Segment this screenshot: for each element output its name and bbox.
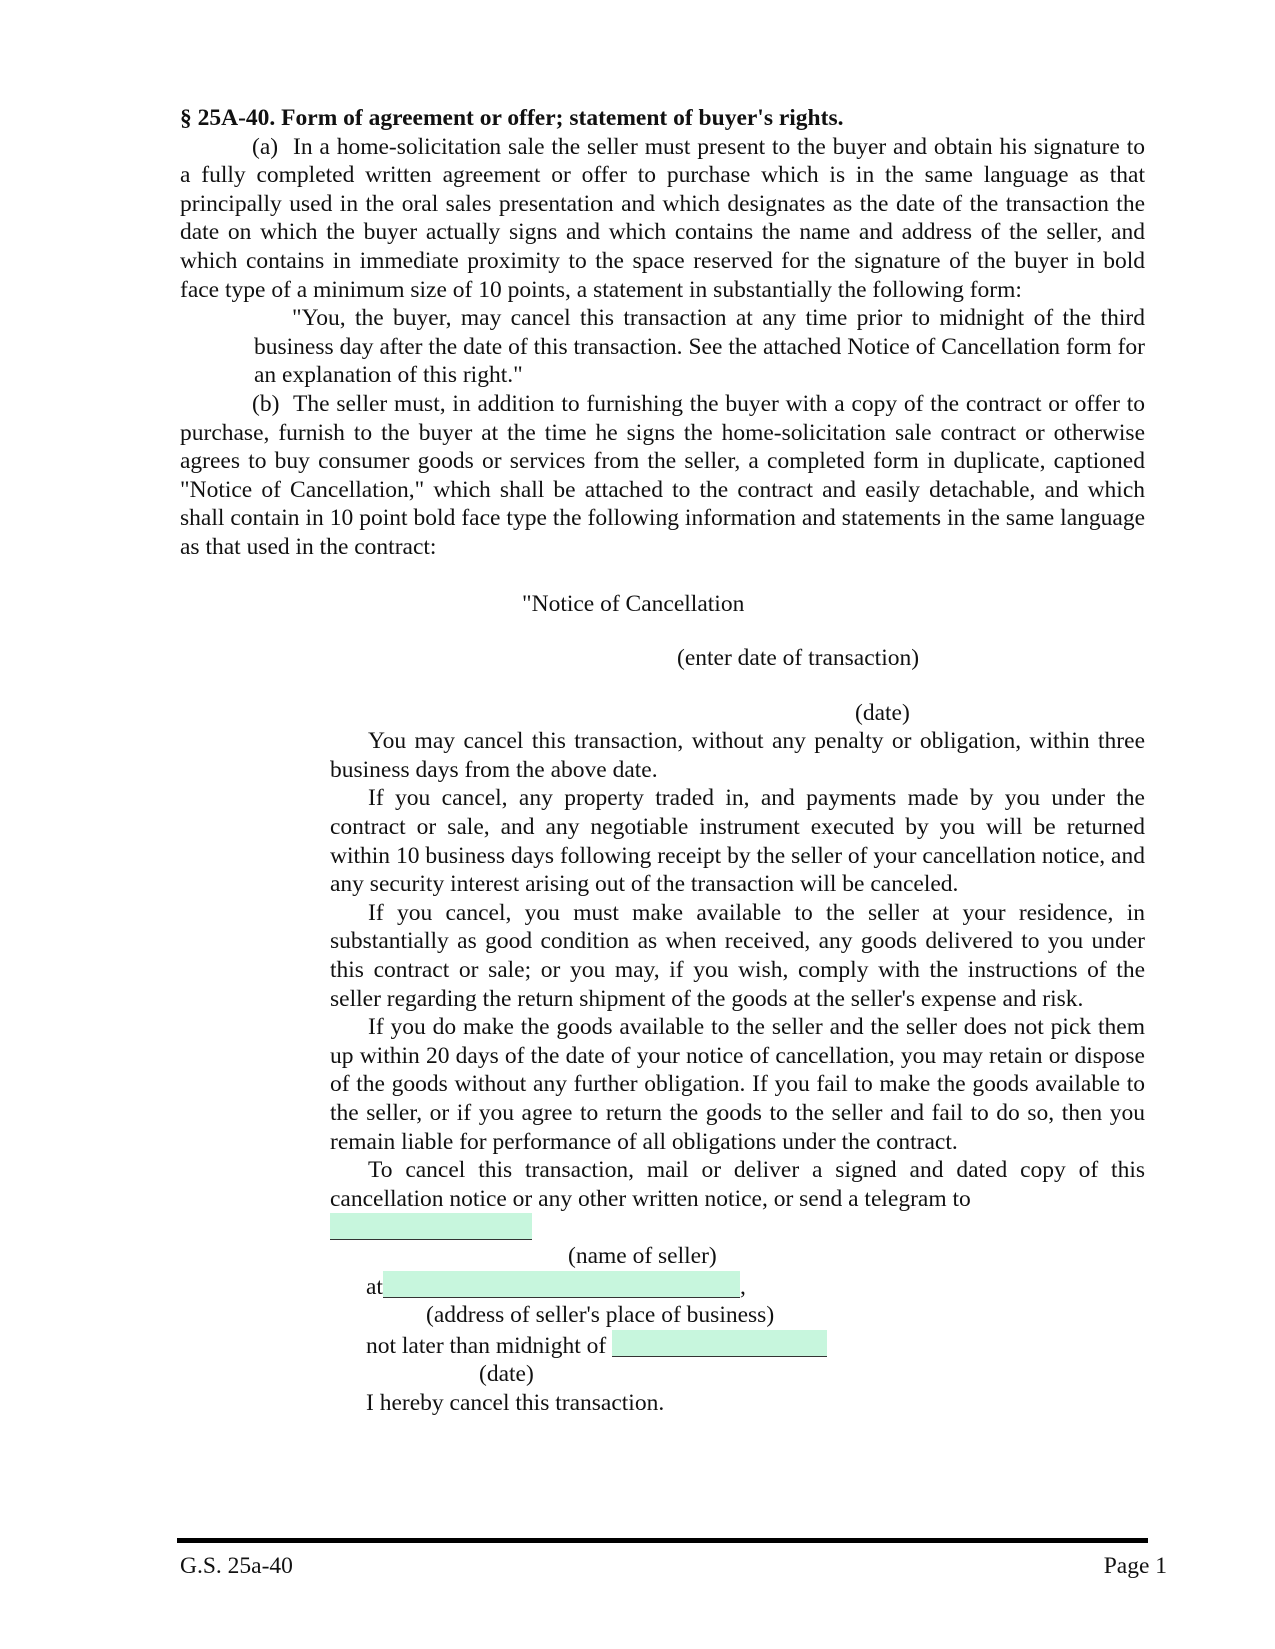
document-page — [180, 104, 1145, 1418]
name-of-seller-label: (name of seller) — [568, 1242, 717, 1269]
notice-paragraph-5: To cancel this transaction, mail or deliver a signed and dated copy of this cancellation notice or any other written notice, or send a telegram to — [330, 1157, 1145, 1212]
footer-divider — [177, 1538, 1148, 1543]
comma: , — [739, 1273, 746, 1300]
notice-paragraph-3: If you cancel, you must make available to the seller at your residence, in substantially as good condition as when received, any goods delivered to you under this contract or sale; or you may, if you wish, comply with the instructions of the seller regarding the return shipment of the goods at the seller's expense and risk. — [330, 899, 1145, 1012]
subsection-a-text: In a home-solicitation sale the seller must present to the buyer and obtain his signature to a fully completed written agreement or offer to purchase which is in the same language as that principally used in the oral sales presentation and which designates as the date of the transaction the date on which the buyer actually signs and which contains the name and address of the seller, and which contains in immediate proximity to the space reserved for the signature of the buyer in bold face type of a minimum size of 10 points, a statement in substantially the following form: — [180, 133, 1145, 303]
date-label: (date) — [855, 699, 910, 726]
subsection-a-label: (a) — [252, 133, 279, 160]
hereby-cancel: I hereby cancel this transaction. — [366, 1389, 665, 1416]
deadline-line — [366, 1330, 1145, 1361]
deadline-date-label: (date) — [479, 1361, 534, 1388]
notice-paragraph-4: If you do make the goods available to the seller and the seller does not pick them up within 20 days of the date of your notice of cancellation, you may retain or dispose of the goods without any further obligation. If you fail to make the goods available to the seller, or if you agree to return the goods to the seller and fail to do so, then you remain liable for performance of all obligations under the contract. — [330, 1014, 1145, 1155]
not-later-label: not later than midnight of — [366, 1332, 607, 1359]
seller-address-field[interactable] — [383, 1271, 740, 1298]
cancel-date-field[interactable] — [612, 1330, 827, 1357]
section-heading: § 25A-40. Form of agreement or offer; statement of buyer's rights. — [180, 105, 844, 131]
address-line — [366, 1271, 1145, 1302]
seller-name-field[interactable] — [330, 1213, 532, 1240]
notice-paragraph-2: If you cancel, any property traded in, and payments made by you under the contract or sale, and any negotiable instrument executed by you will be returned within 10 business days following receipt by the seller of your cancellation notice, and any security interest arising out of the transaction will be canceled. — [330, 785, 1145, 898]
footer-page-number: Page 1 — [1103, 1553, 1167, 1579]
at-label: at — [366, 1273, 383, 1300]
notice-title: "Notice of Cancellation — [522, 590, 745, 617]
subsection-b-label: (b) — [252, 390, 280, 417]
footer-citation: G.S. 25a-40 — [180, 1553, 293, 1579]
notice-body — [330, 727, 1145, 1417]
enter-date-label: (enter date of transaction) — [677, 645, 920, 672]
subsection-b-text: The seller must, in addition to furnishing the buyer with a copy of the contract or offer to purchase, furnish to the buyer at the time he signs the home-solicitation sale contract or otherwise agrees to buy consumer goods or services from the seller, a completed form in duplicate, captioned "Notice of Cancellation," which shall be attached to the contract and easily detachable, and which shall contain in 10 point bold face type the following information and statements in the same language as that used in the contract: — [180, 390, 1145, 560]
subsection-b — [180, 390, 1145, 562]
notice-paragraph-1: You may cancel this transaction, without any penalty or obligation, within three business days from the above date. — [330, 728, 1145, 783]
subsection-a — [180, 133, 1145, 305]
address-label: (address of seller's place of business) — [426, 1302, 775, 1329]
buyer-rights-quote: "You, the buyer, may cancel this transaction at any time prior to midnight of the third business day after the date of this transaction. See the attached Notice of Cancellation form for an explanation of this right." — [254, 305, 1145, 389]
